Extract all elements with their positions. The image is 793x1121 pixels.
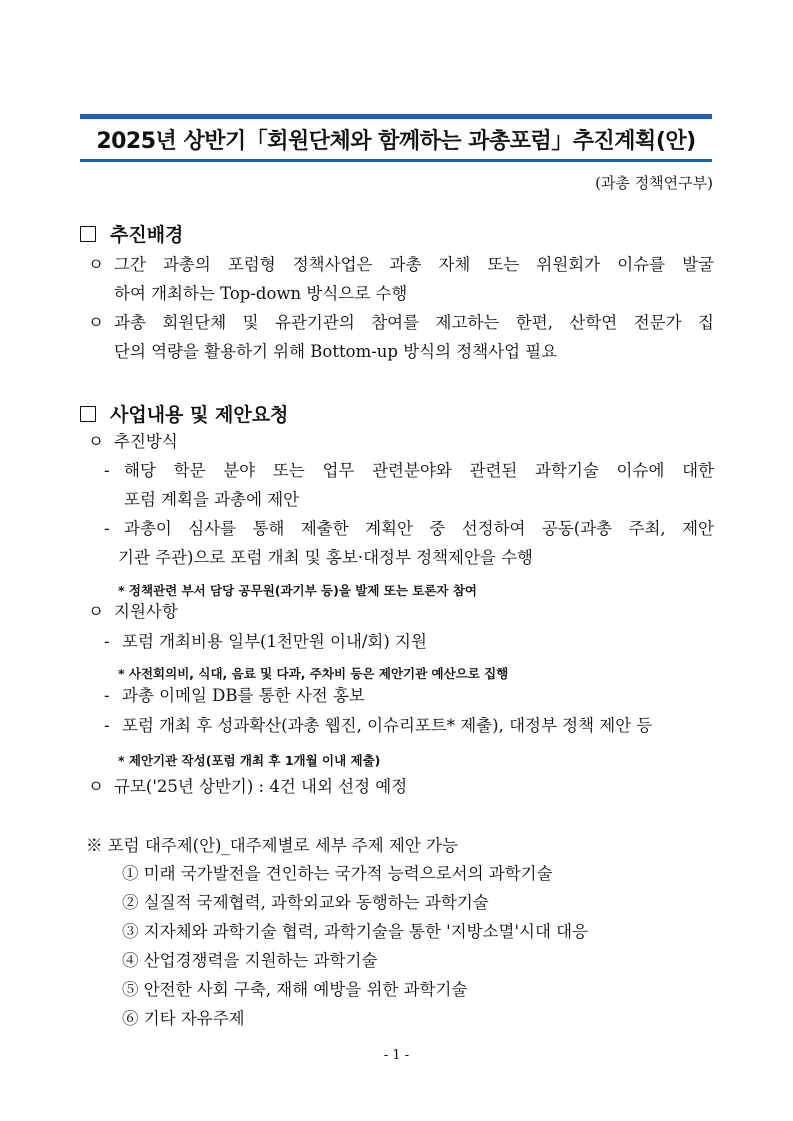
scale-text: 규모('25년 상반기) : 4건 내외 선정 예정 [114,777,408,796]
topics-intro: ※ 포럼 대주제(안)_대주제별로 세부 주제 제안 가능 [86,836,458,855]
bullet-icon: ㅇ [88,313,104,332]
topic-item-2: ② 실질적 국제협력, 과학외교와 동행하는 과학기술 [122,893,489,912]
background-item-2-line2: 단의 역량을 활용하기 위해 Bottom-up 방식의 정책사업 필요 [114,342,558,361]
support-note-2: * 제안기관 작성(포럼 개최 후 1개월 이내 제출) [118,753,381,768]
background-item-1-line2: 하여 개최하는 Top-down 방식으로 수행 [114,284,408,303]
support-label: 지원사항 [114,602,178,621]
topic-item-5: ⑤ 안전한 사회 구축, 재해 예방을 위한 과학기술 [122,980,468,999]
method-item-2-line1: 과총이 심사를 통해 제출한 계획안 중 선정하여 공동(과총 주최, 제안 [124,519,714,538]
checkbox-square-icon [80,226,96,242]
support-note-1: * 사전회의비, 식대, 음료 및 다과, 주차비 등은 제안기관 예산으로 집행 [118,666,509,681]
method-note: * 정책관련 부서 담당 공무원(과기부 등)을 발제 또는 토론자 참여 [118,583,478,598]
support-item-2: - 과총 이메일 DB를 통한 사전 홍보 [104,686,365,705]
bullet-icon: ㅇ [88,602,104,621]
method-item-2-line2: 기관 주관)으로 포럼 개최 및 홍보·대정부 정책제안을 수행 [118,548,533,567]
bullet-icon: ㅇ [88,777,104,796]
section-heading-proposal [80,400,288,427]
section-heading-background [80,220,183,247]
dash-icon: - [104,716,110,735]
background-item-2-line1: 과총 회원단체 및 유관기관의 참여를 제고하는 한편, 산학연 전문가 집 [114,313,714,332]
document-title: 2025년 상반기「회원단체와 함께하는 과총포럼」추진계획(안) [96,129,696,154]
support-item-3: - 포럼 개최 후 성과확산(과총 웹진, 이슈리포트* 제출), 대정부 정책 제안 등 [104,716,653,735]
bullet-icon: ㅇ [88,255,104,274]
method-bullet [88,432,178,452]
support-item-1: - 포럼 개최비용 일부(1천만원 이내/회) 지원 [104,632,427,651]
title-rule-bottom [80,159,712,162]
page-number: - 1 - [383,1048,410,1063]
method-item-1-line2: 포럼 계획을 과총에 제안 [124,490,300,509]
bullet-icon: ㅇ [88,432,104,451]
topic-item-6: ⑥ 기타 자유주제 [122,1009,245,1028]
background-item-1-line1: 그간 과총의 포럼형 정책사업은 과총 자체 또는 위원회가 이슈를 발굴 [114,255,714,274]
title-rule-top [80,114,712,119]
method-item-1-line1: 해당 학문 분야 또는 업무 관련분야와 관련된 과학기술 이슈에 대한 [124,461,714,480]
checkbox-square-icon [80,406,96,422]
topic-item-3: ③ 지자체와 과학기술 협력, 과학기술을 통한 '지방소멸'시대 대응 [122,922,589,941]
dash-icon: - [104,461,110,480]
topic-item-4: ④ 산업경쟁력을 지원하는 과학기술 [122,951,378,970]
scale-item [88,777,407,797]
topic-item-1: ① 미래 국가발전을 견인하는 국가적 능력으로서의 과학기술 [122,864,553,883]
section-heading-text: 사업내용 및 제안요청 [110,404,289,426]
method-label: 추진방식 [114,432,178,451]
department-label: (과총 정책연구부) [595,174,713,192]
dash-icon: - [104,632,110,651]
dash-icon: - [104,519,110,538]
section-heading-text: 추진배경 [110,224,184,246]
dash-icon: - [104,686,110,705]
support-bullet [88,602,178,622]
